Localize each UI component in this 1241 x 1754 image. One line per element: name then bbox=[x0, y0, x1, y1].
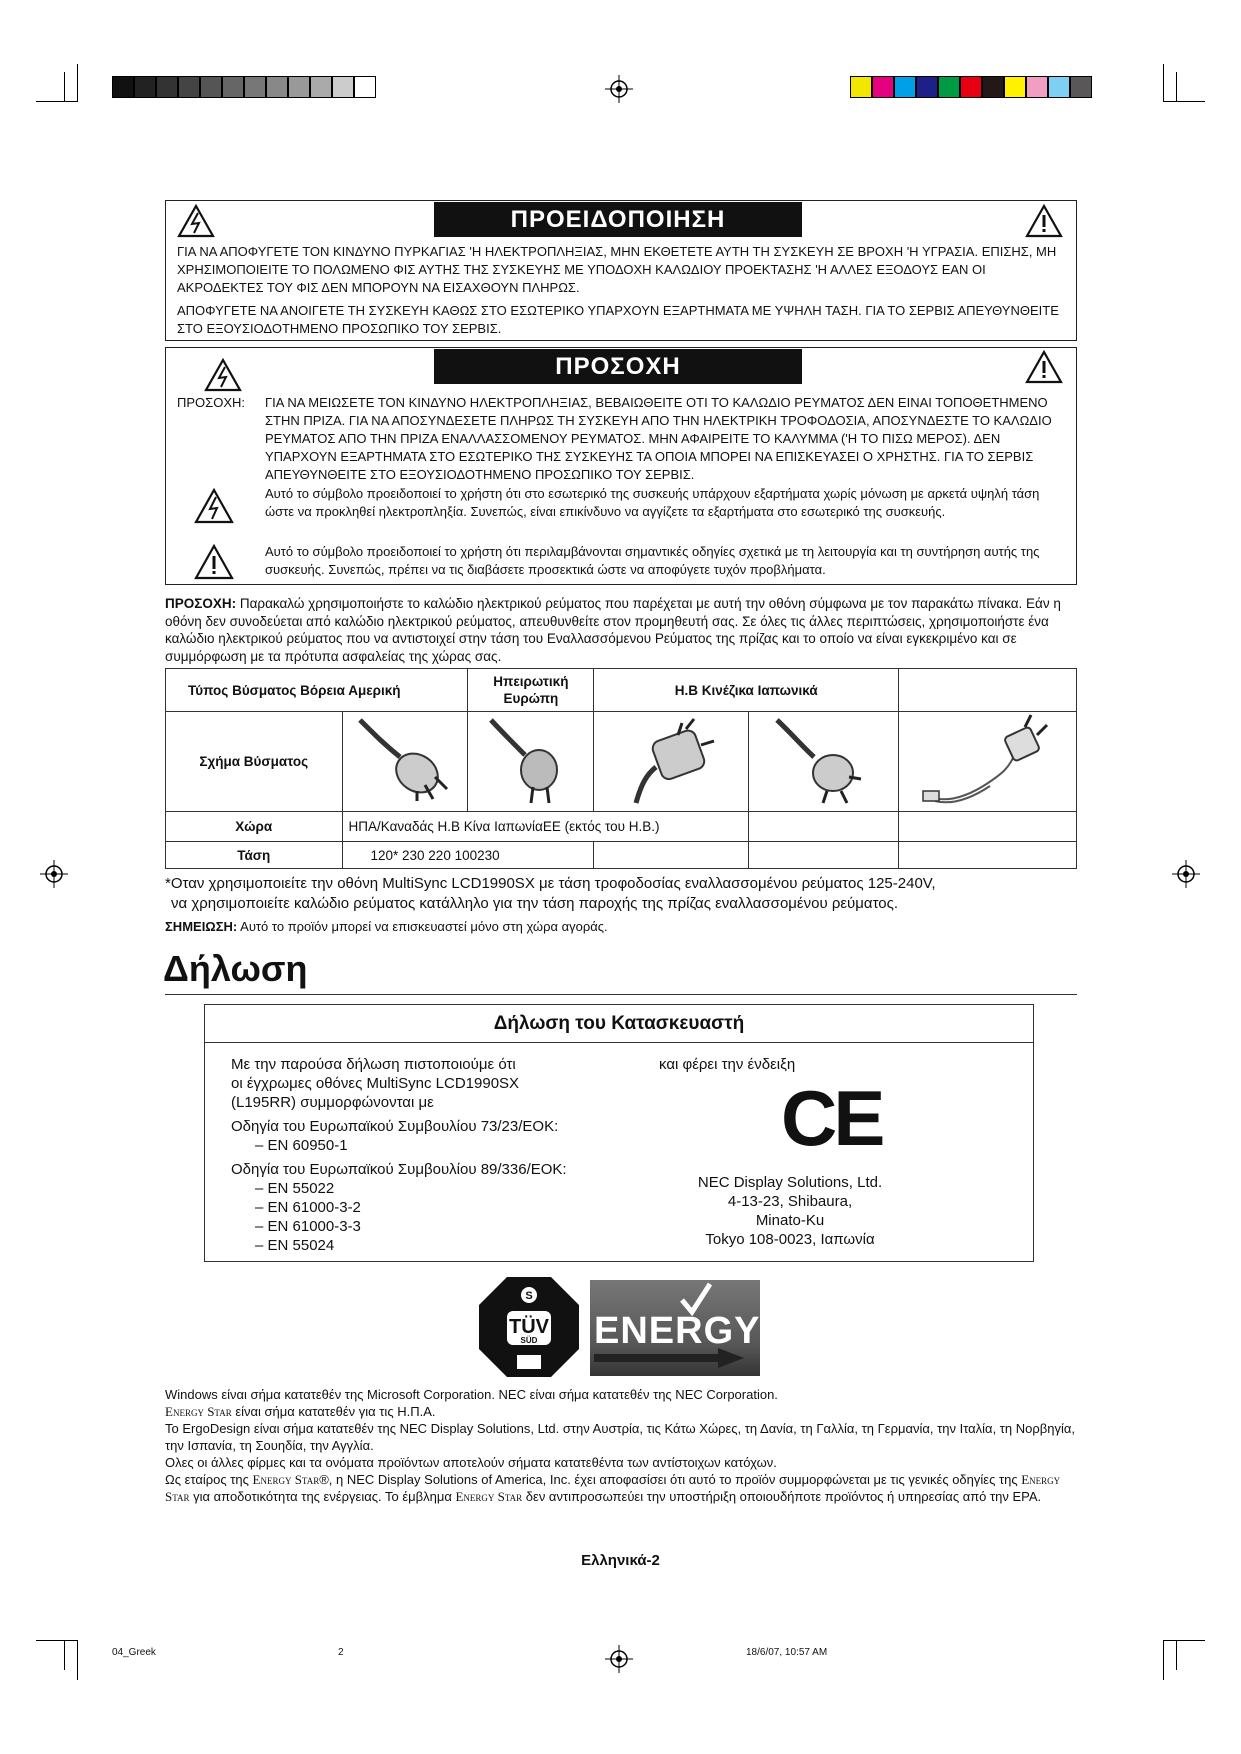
plug-type-header: Τύπος Βύσματος Βόρεια Αμερική bbox=[166, 669, 468, 712]
standard-item: – EN 55024 bbox=[255, 1237, 335, 1254]
slug-file: 04_Greek bbox=[112, 1647, 156, 1658]
country-label: Χώρα bbox=[166, 812, 343, 842]
address-line: Tokyo 108-0023, Ιαπωνία bbox=[705, 1231, 875, 1248]
uk-china-japan-header: Η.Β Κινέζικα Ιαπωνικά bbox=[594, 669, 899, 712]
tuv-sub-text: SÜD bbox=[520, 1336, 538, 1345]
calibration-swatch bbox=[354, 76, 376, 98]
manufacturer-declaration-box bbox=[204, 1004, 1034, 1262]
slug-date: 18/6/07, 10:57 AM bbox=[746, 1647, 828, 1658]
registration-mark-icon bbox=[1172, 860, 1200, 888]
shock-symbol-explanation: Αυτό το σύμβολο προειδοποιεί το χρήστη ότι στο εσωτερικό της συσκευής υπάρχουν εξαρτήματα χωρίς μόνωση με αρκετά υψηλή τάση ώστε να προκληθεί ηλεκτροπληξία. Συνεπώς, είναι επικίνδυνο να αγγίζετε τα εξαρτήματα στο εσωτερικό της συσκευής. bbox=[265, 486, 1040, 519]
electric-shock-warning-icon bbox=[194, 488, 234, 524]
standard-item: – EN 61000-3-3 bbox=[255, 1218, 361, 1235]
ce-intro: και φέρει την ένδειξη bbox=[659, 1056, 796, 1073]
empty-cell bbox=[899, 812, 1077, 842]
calibration-swatch bbox=[960, 76, 982, 98]
exclamation-warning-icon bbox=[194, 544, 234, 580]
energy-star-name: Energy Star bbox=[165, 1404, 232, 1419]
manufacturer-address bbox=[665, 1173, 915, 1249]
trademark-line-2 bbox=[165, 1403, 1077, 1420]
service-note-text: Αυτό το προϊόν μπορεί να επισκευαστεί μόνο στη χώρα αγοράς. bbox=[237, 919, 608, 934]
calibration-swatch bbox=[1048, 76, 1070, 98]
electric-shock-warning-icon bbox=[177, 204, 215, 238]
energy-star-name: Energy Star bbox=[455, 1489, 523, 1504]
warning-paragraph-2: ΑΠΟΦΥΓΕΤΕ ΝΑ ΑΝΟΙΓΕΤΕ ΤΗ ΣΥΣΚΕΥΗ ΚΑΘΩΣ ΣΤΟ ΕΣΩΤΕΡΙΚΟ ΥΠΑΡΧΟΥΝ ΕΞΑΡΤΗΜΑΤΑ ΜΕ ΥΨΗΛΗ ΤΑΣΗ. ΓΙΑ ΤΟ ΣΕΡΒΙΣ ΑΠΕΥΘΥΝΘΕΙΤΕ ΣΤΟ ΕΞΟΥΣΙΟΔΟΤΗΜΕΝΟ ΠΡΟΣΩΠΙΚΟ ΤΟΥ ΣΕΡΒΙΣ. bbox=[177, 303, 1059, 336]
calibration-swatch bbox=[982, 76, 1004, 98]
declaration-title-rule bbox=[205, 1042, 1033, 1043]
empty-cell bbox=[899, 842, 1077, 869]
empty-cell bbox=[749, 812, 899, 842]
declaration-intro-line: (L195RR) συμμορφώνονται με bbox=[231, 1094, 434, 1111]
svg-text:S: S bbox=[525, 1290, 533, 1302]
standard-item: – EN 55022 bbox=[255, 1180, 335, 1197]
calibration-swatch bbox=[178, 76, 200, 98]
calibration-swatch bbox=[134, 76, 156, 98]
declaration-intro-line: οι έγχρωμες οθόνες MultiSync LCD1990SX bbox=[231, 1075, 520, 1092]
arrow-icon bbox=[718, 1348, 744, 1368]
calibration-swatch bbox=[1004, 76, 1026, 98]
calibration-swatch bbox=[872, 76, 894, 98]
voltage-values: 120* 230 220 100230 bbox=[342, 842, 594, 869]
calibration-swatch bbox=[266, 76, 288, 98]
calibration-swatch bbox=[310, 76, 332, 98]
heading-rule bbox=[165, 994, 1077, 995]
declaration-box-title: Δήλωση του Κατασκευαστή bbox=[493, 1013, 745, 1034]
service-note-label: ΣΗΜΕΙΩΣΗ: bbox=[165, 919, 238, 934]
energy-text: ENERGY bbox=[594, 1310, 761, 1352]
calibration-swatch bbox=[222, 76, 244, 98]
calibration-swatch bbox=[1026, 76, 1048, 98]
address-line: 4-13-23, Shibaura, bbox=[727, 1193, 853, 1210]
trademark-line-3: Το ErgoDesign είναι σήμα κατατεθέν της NEC Display Solutions, Ltd. στην Αυστρία, τις Κάτω Χώρες, τη Δανία, τη Γαλλία, τη Γερμανία, την Ιταλία, τη Νορβηγία, την Ισπανία, τη Σουηδία, την Αγγλία. bbox=[165, 1421, 1075, 1453]
calibration-swatch bbox=[288, 76, 310, 98]
trademark-line-2-text: είναι σήμα κατατεθέν για τις Η.Π.Α. bbox=[231, 1404, 436, 1419]
calibration-swatch bbox=[200, 76, 222, 98]
declaration-heading: Δήλωση bbox=[163, 948, 308, 989]
tuv-text: TÜV bbox=[509, 1316, 549, 1338]
empty-cell bbox=[594, 842, 749, 869]
calibration-swatch bbox=[1070, 76, 1092, 98]
standard-item: – EN 61000-3-2 bbox=[255, 1199, 361, 1216]
power-note-label: ΠΡΟΣΟΧΗ: bbox=[165, 596, 237, 611]
declaration-intro bbox=[231, 1055, 611, 1112]
plug-shape-label: Σχήμα Βύσματος bbox=[166, 712, 343, 812]
voltage-label: Τάση bbox=[166, 842, 343, 869]
plug-image-cell bbox=[468, 712, 594, 812]
plug-image-cell bbox=[342, 712, 468, 812]
eu-plug-icon bbox=[481, 715, 581, 805]
energy-star-name: Energy Star bbox=[165, 1472, 1061, 1504]
energy-star-name: Energy Star bbox=[252, 1472, 320, 1487]
electric-shock-warning-icon bbox=[204, 358, 242, 392]
japan-plug-icon bbox=[913, 713, 1063, 808]
trademark-line-1: Windows είναι σήμα κατατεθέν της Microsoft Corporation. NEC είναι σήμα κατατεθέν της NEC Corporation. bbox=[165, 1387, 778, 1402]
exclamation-symbol-explanation: Αυτό το σύμβολο προειδοποιεί το χρήστη ότι περιλαμβάνονται σημαντικές οδηγίες σχετικά με τη λειτουργία και τη συντήρηση αυτής της συσκευής. Συνεπώς, πρέπει να τις διαβάσετε προσεκτικά ώστε να αποφύγετε τυχόν προβλήματα. bbox=[265, 544, 1040, 577]
voltage-footnote-line-1: *Οταν χρησιμοποιείτε την οθόνη MultiSync LCD1990SX με τάση τροφοδοσίας εναλλασσομένου ρεύματος 125-240V, bbox=[165, 875, 936, 892]
calibration-swatch bbox=[244, 76, 266, 98]
warning-box bbox=[165, 200, 1077, 341]
service-note bbox=[165, 918, 1077, 935]
empty-cell bbox=[899, 669, 1077, 712]
trademarks-section bbox=[165, 1386, 1077, 1505]
ce-mark: CE bbox=[781, 1074, 882, 1162]
slug-page: 2 bbox=[338, 1647, 344, 1658]
warning-title: ΠΡΟΕΙΔΟΠΟΙΗΣΗ bbox=[434, 202, 802, 237]
exclamation-warning-icon bbox=[1025, 204, 1063, 238]
warning-paragraph-1: ΓΙΑ ΝΑ ΑΠΟΦΥΓΕΤΕ ΤΟΝ ΚΙΝΔΥΝΟ ΠΥΡΚΑΓΙΑΣ 'Η ΗΛΕΚΤΡΟΠΛΗΞΙΑΣ, ΜΗΝ ΕΚΘΕΤΕΤΕ ΑΥΤΗ ΤΗ ΣΥΣΚΕΥΗ ΣΕ ΒΡΟΧΗ 'Η ΥΓΡΑΣΙΑ. ΕΠΙΣΗΣ, ΜΗ ΧΡΗΣΙΜΟΠΟΙΕΙΤΕ ΤΟ ΠΟΛΩΜΕΝΟ ΦΙΣ ΑΥΤΗΣ ΤΗΣ ΣΥΣΚΕΥΗΣ ΜΕ ΥΠΟΔΟΧΗ ΚΑΛΩΔΙΟΥ ΠΡΟΕΚΤΑΣΗΣ 'Η ΑΛΛΕΣ ΕΞΟΔΟΥΣ ΕΑΝ ΟΙ ΑΚΡΟΔΕΚΤΕΣ ΤΟΥ ΦΙΣ ΔΕΝ ΜΠΟΡΟΥΝ ΝΑ ΕΙΣΑΧΘΟΥΝ ΠΛΗΡΩΣ. bbox=[177, 244, 1057, 295]
tm5-b: ®, η NEC Display Solutions of America, Inc. έχει αποφασίσει ότι αυτό το προϊόν συμμορφώνεται με τις γενικές οδηγίες της bbox=[319, 1472, 1022, 1487]
calibration-swatch bbox=[916, 76, 938, 98]
calibration-swatch bbox=[112, 76, 134, 98]
address-line: Minato-Ku bbox=[755, 1212, 825, 1229]
europe-header: Ηπειρωτική Ευρώπη bbox=[468, 669, 594, 712]
calibration-swatch bbox=[850, 76, 872, 98]
plug-image-cell bbox=[749, 712, 899, 812]
caution-text: ΓΙΑ ΝΑ ΜΕΙΩΣΕΤΕ ΤΟΝ ΚΙΝΔΥΝΟ ΗΛΕΚΤΡΟΠΛΗΞΙΑΣ, ΒΕΒΑΙΩΘΕΙΤΕ ΟΤΙ ΤΟ ΚΑΛΩΔΙΟ ΡΕΥΜΑΤΟΣ ΔΕΝ ΕΙΝΑΙ ΤΟΠΟΘΕΤΗΜΕΝΟ ΣΤΗΝ ΠΡΙΖΑ. ΓΙΑ ΝΑ ΑΠΟΣΥΝΔΕΣΕΤΕ ΠΛΗΡΩΣ ΤΗ ΣΥΣΚΕΥΗ ΑΠΟ ΤΗΝ ΗΛΕΚΤΡΙΚΗ ΤΡΟΦΟΔΟΣΙΑ, ΑΠΟΣΥΝΔΕΣΤΕ ΤΟ ΚΑΛΩΔΙΟ ΡΕΥΜΑΤΟΣ ΑΠΟ ΤΗΝ ΠΡΙΖΑ ΕΝΑΛΛΑΣΣΟΜΕΝΟΥ ΡΕΥΜΑΤΟΣ. ΜΗΝ ΑΦΑΙΡΕΙΤΕ ΤΟ ΚΑΛΥΜΜΑ ('Η ΤΟ ΠΙΣΩ ΜΕΡΟΣ). ΔΕΝ ΥΠΑΡΧΟΥΝ ΕΞΑΡΤΗΜΑΤΑ ΣΤΟ ΕΣΩΤΕΡΙΚΟ ΤΗΣ ΣΥΣΚΕΥΗΣ ΤΑ ΟΠΟΙΑ ΜΠΟΡΕΙ ΝΑ ΕΠΙΣΚΕΥΑΣΕΙ Ο ΧΡΗΣΤΗΣ. ΓΙΑ ΤΟ ΣΕΡΒΙΣ ΑΠΕΥΘΥΝΘΕΙΤΕ ΣΤΟ ΕΞΟΥΣΙΟΔΟΤΗΜΕΝΟ ΠΡΟΣΩΠΙΚΟ ΤΟΥ ΣΕΡΒΙΣ. bbox=[265, 395, 1052, 482]
directive-1-standards bbox=[231, 1136, 611, 1155]
energy-arrow-bar bbox=[594, 1354, 718, 1362]
registration-mark-icon bbox=[605, 75, 633, 103]
registration-mark-icon bbox=[605, 1645, 633, 1673]
exclamation-warning-icon bbox=[1025, 350, 1063, 384]
directive-2: Οδηγία του Ευρωπαϊκού Συμβουλίου 89/336/ΕΟΚ: bbox=[231, 1161, 567, 1178]
declaration-intro-line: Με την παρούσα δήλωση πιστοποιούμε ότι bbox=[231, 1056, 516, 1073]
empty-cell bbox=[749, 842, 899, 869]
uk-plug-icon bbox=[616, 715, 726, 805]
calibration-swatch bbox=[332, 76, 354, 98]
country-values: ΗΠΑ/Καναδάς Η.Β Κίνα ΙαπωνίαΕΕ (εκτός του Η.Β.) bbox=[342, 812, 749, 842]
energy-star-logo bbox=[590, 1280, 760, 1376]
directive-1: Οδηγία του Ευρωπαϊκού Συμβουλίου 73/23/ΕΟΚ: bbox=[231, 1118, 559, 1135]
tm5-d: δεν αντιπροσωπεύει την υποστήριξη οποιουδήποτε προϊόντος ή υπηρεσίας από την EPA. bbox=[522, 1489, 1042, 1504]
calibration-swatch bbox=[938, 76, 960, 98]
page-number: Ελληνικά-2 bbox=[581, 1552, 660, 1569]
us-plug-icon bbox=[355, 715, 455, 805]
calibration-swatch bbox=[156, 76, 178, 98]
plug-table bbox=[165, 668, 1077, 869]
power-note-text: Παρακαλώ χρησιμοποιήστε το καλώδιο ηλεκτρικού ρεύματος που παρέχεται με αυτή την οθόνη σύμφωνα με τον παρακάτω πίνακα. Εάν η οθόνη δεν συνοδεύεται από καλώδιο ηλεκτρικού ρεύματος, απευθυνθείτε στον προμηθευτή σας. Σε όλες τις άλλες περιπτώσεις, χρησιμοποιήστε ένα καλώδιο ηλεκτρικού ρεύματος που να αντιστοιχεί στην τάση του Εναλλασσόμενου Ρεύματος της πρίζας και το οποίο να είναι εγκεκριμένο και σε συμμόρφωση με τα πρότυπα ασφαλείας της χώρας σας. bbox=[165, 596, 1061, 664]
caution-box bbox=[165, 347, 1077, 585]
registration-mark-icon bbox=[40, 860, 68, 888]
voltage-footnote-line-2: να χρησιμοποιείτε καλώδιο ρεύματος κατάλληλο για την τάση παροχής της πρίζας εναλλασσομένου ρεύματος. bbox=[171, 895, 899, 912]
calibration-swatch bbox=[894, 76, 916, 98]
caution-title: ΠΡΟΣΟΧΗ bbox=[434, 349, 802, 384]
tm5-c: για αποδοτικότητα της ενέργειας. Το έμβλημα bbox=[189, 1489, 456, 1504]
address-line: NEC Display Solutions, Ltd. bbox=[697, 1174, 883, 1191]
directive-2-standards bbox=[231, 1179, 611, 1255]
trademark-line-4: Ολες οι άλλες φίρμες και τα ονόματα προϊόντων αποτελούν σήματα κατατεθέντα των αντίστοιχων κατόχων. bbox=[165, 1455, 777, 1470]
trademark-line-5 bbox=[165, 1471, 1077, 1505]
plug-image-cell bbox=[594, 712, 749, 812]
caution-label: ΠΡΟΣΟΧΗ: bbox=[177, 395, 245, 410]
power-cord-note bbox=[165, 595, 1077, 665]
tuv-sud-certification-logo bbox=[477, 1275, 581, 1379]
plug-image-cell bbox=[899, 712, 1077, 812]
standard-item: – EN 60950-1 bbox=[255, 1137, 348, 1154]
china-plug-icon bbox=[769, 715, 879, 805]
declaration-left-column bbox=[231, 1055, 611, 1255]
tm5-a: Ως εταίρος της bbox=[165, 1472, 253, 1487]
